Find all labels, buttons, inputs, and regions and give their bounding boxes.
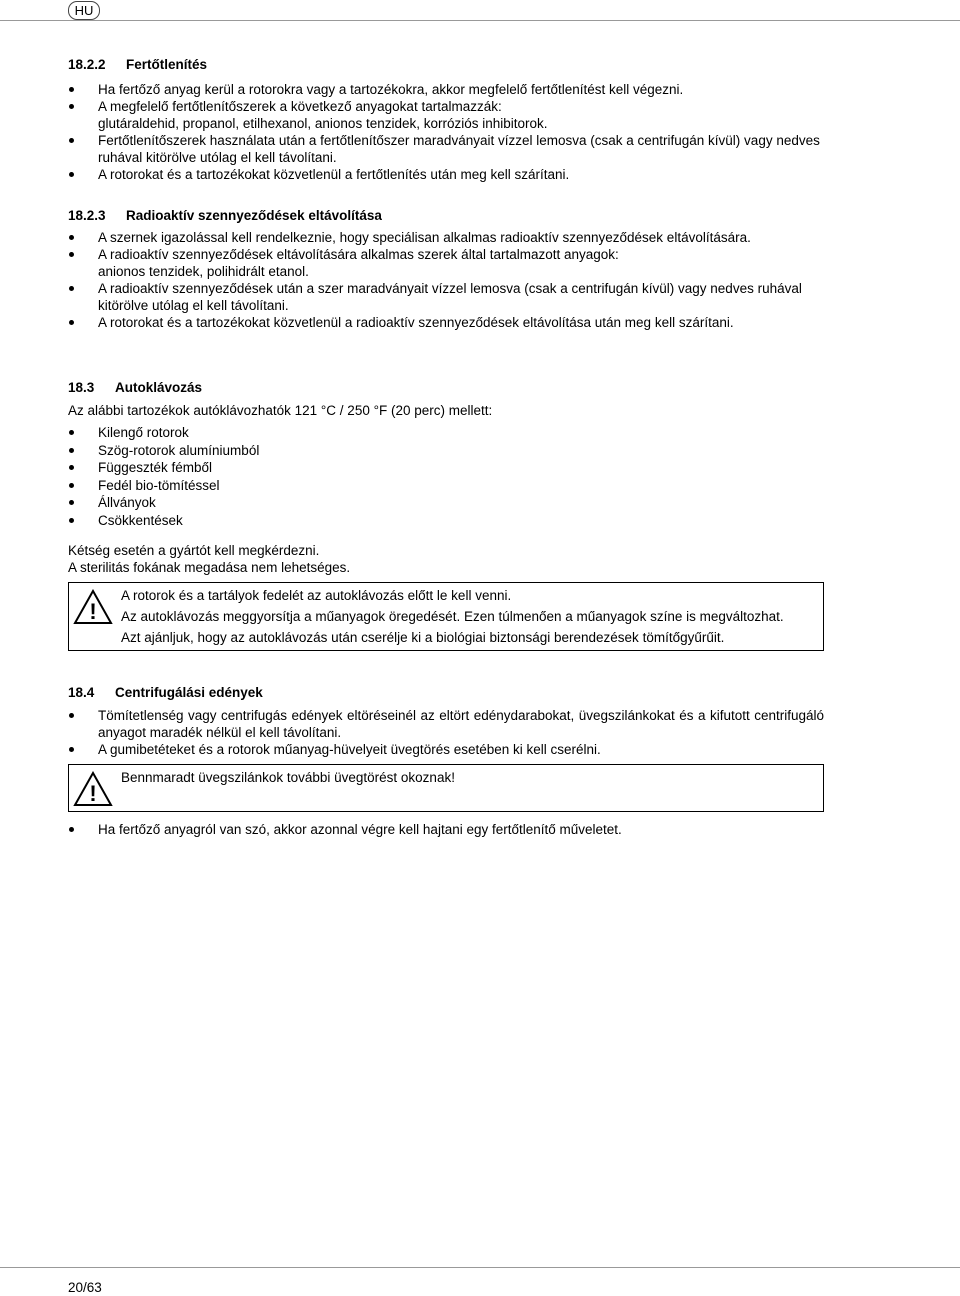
vessel-list: [68, 707, 824, 758]
autoclave-list: [68, 424, 824, 530]
autoclave-note: A sterilitás fokának megadása nem lehetséges.: [68, 559, 351, 575]
section-title: Centrifugálási edények: [115, 684, 263, 700]
list-item: Ha fertőző anyagról van szó, akkor azonnal végre kell hajtani egy fertőtlenítő műveletet.: [68, 821, 824, 838]
autoclave-note: Kétség esetén a gyártót kell megkérdezni.: [68, 542, 320, 558]
section-title: Radioaktív szennyeződések eltávolítása: [126, 208, 382, 223]
warning-line: Bennmaradt üvegszilánkok további üvegtörést okoznak!: [121, 769, 455, 785]
section-number: 18.2.2: [68, 57, 106, 72]
header-rule: [0, 20, 960, 21]
list-item-line: anionos tenzidek, polihidrált etanol.: [98, 264, 309, 279]
warning-line: Az autoklávozás meggyorsítja a műanyagok öregedését. Ezen túlmenően a műanyagok színe is megváltozhat.: [121, 608, 784, 624]
section-heading-18-4: [68, 684, 824, 701]
list-item: Függeszték fémből: [68, 459, 824, 477]
list-item: A szernek igazolással kell rendelkeznie, hogy speciálisan alkalmas radioaktív szennyeződések eltávolítására.: [68, 229, 824, 246]
page-number: 20/63: [68, 1280, 102, 1295]
warning-text: [117, 583, 823, 650]
list-item: Fedél bio-tömítéssel: [68, 477, 824, 495]
autoclave-warning-box: [68, 582, 824, 651]
section-title: Fertőtlenítés: [126, 57, 208, 72]
footer-rule: [0, 1267, 960, 1268]
list-item: Fertőtlenítőszerek használata után a fertőtlenítőszer maradványait vízzel lemosva (csak a centrifugán kívül) vagy nedves ruhával kitörölve utólag el kell távolítani.: [68, 132, 824, 166]
list-item-line: glutáraldehid, propanol, etilhexanol, anionos tenzidek, korróziós inhibitorok.: [98, 116, 548, 131]
glass-warning-box: [68, 764, 824, 812]
section-heading-18-2-2: [68, 56, 824, 73]
section-heading-18-2-3: [68, 207, 824, 224]
list-item: A rotorokat és a tartozékokat közvetlenül a fertőtlenítés után meg kell szárítani.: [68, 166, 824, 183]
section-number: 18.3: [68, 380, 95, 395]
radioactive-list: [68, 229, 824, 331]
svg-text:!: !: [89, 598, 97, 624]
list-item: Ha fertőző anyag kerül a rotorokra vagy a tartozékokra, akkor megfelelő fertőtlenítést kell végezni.: [68, 81, 824, 98]
warning-icon: [69, 765, 117, 811]
list-item: Állványok: [68, 494, 824, 512]
final-list: [68, 821, 824, 838]
warning-line: A rotorok és a tartályok fedelét az autoklávozás előtt le kell venni.: [121, 587, 512, 603]
disinfection-list: [68, 81, 824, 183]
section-title: Autoklávozás: [115, 380, 203, 395]
list-item: A gumibetéteket és a rotorok műanyag-hüvelyeit üvegtörés esetében ki kell cserélni.: [68, 741, 824, 758]
document-body: [68, 56, 824, 838]
section-number: 18.2.3: [68, 208, 106, 223]
warning-line: Azt ajánljuk, hogy az autoklávozás után cserélje ki a biológiai biztonsági berendezések tömítőgyűrűit.: [121, 629, 725, 645]
list-item: Tömítetlenség vagy centrifugás edények eltöréseinél az eltört edénydarabokat, üvegszilánkokat és a kifutott centrifugáló anyagot maradék nélkül el kell távolítani.: [68, 707, 824, 741]
section-heading-18-3: [68, 379, 824, 396]
list-item: [68, 98, 824, 132]
list-item: [68, 246, 824, 280]
language-badge: HU: [68, 1, 100, 20]
list-item-line: A radioaktív szennyeződések eltávolítására alkalmas szerek által tartalmazott anyagok:: [98, 247, 619, 262]
svg-text:!: !: [89, 780, 97, 806]
list-item: Csökkentések: [68, 512, 824, 530]
autoclave-intro: Az alábbi tartozékok autóklávozhatók 121 °C / 250 °F (20 perc) mellett:: [68, 403, 493, 418]
list-item: Kilengő rotorok: [68, 424, 824, 442]
warning-icon: [69, 583, 117, 650]
list-item: Szög-rotorok alumíniumból: [68, 442, 824, 460]
list-item: A radioaktív szennyeződések után a szer maradványait vízzel lemosva (csak a centrifugán kívül) vagy nedves ruhával kitörölve utólag el kell távolítani.: [68, 280, 824, 314]
list-item-line: A megfelelő fertőtlenítőszerek a következő anyagokat tartalmazzák:: [98, 99, 502, 114]
list-item: A rotorokat és a tartozékokat közvetlenül a radioaktív szennyeződések eltávolítása után meg kell szárítani.: [68, 314, 824, 331]
section-number: 18.4: [68, 684, 95, 700]
warning-text: [117, 765, 823, 811]
